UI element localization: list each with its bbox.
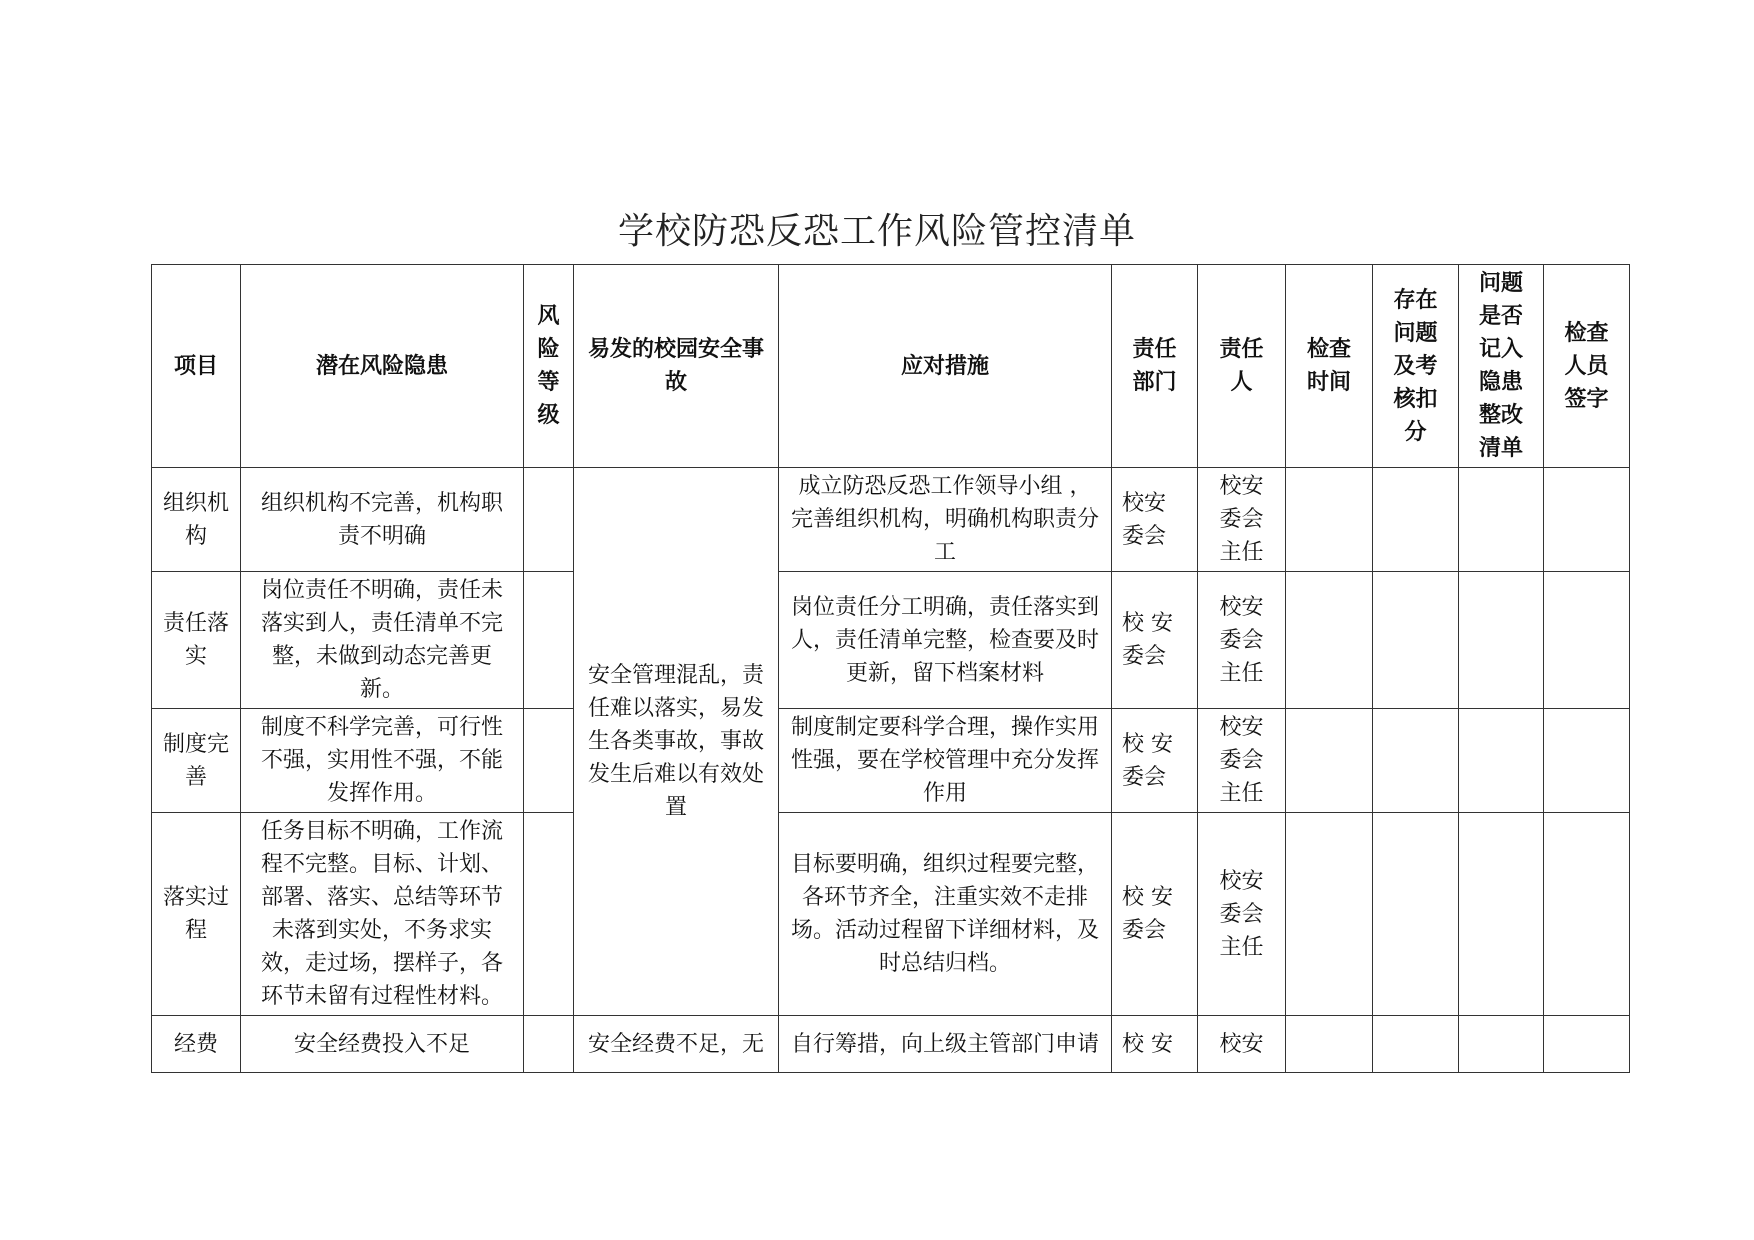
record-cell [1459, 1016, 1544, 1073]
header-person: 责任人 [1198, 265, 1286, 468]
measure-cell: 成立防恐反恐工作领导小组 ，完善组织机构，明确机构职责分工 [779, 468, 1112, 572]
risk-cell: 安全经费投入不足 [241, 1016, 524, 1073]
header-time: 检查时间 [1286, 265, 1373, 468]
deduct-cell [1373, 709, 1459, 813]
record-cell [1459, 709, 1544, 813]
measure-cell: 目标要明确，组织过程要完整，各环节齐全，注重实效不走排场。活动过程留下详细材料，及时总结归档。 [779, 813, 1112, 1016]
level-cell [524, 468, 574, 572]
table-row [152, 572, 1630, 709]
person-cell: 校安委会主任 [1198, 709, 1286, 813]
level-cell [524, 813, 574, 1016]
header-dept: 责任部门 [1112, 265, 1198, 468]
header-risk: 潜在风险隐患 [241, 265, 524, 468]
header-row [152, 265, 1630, 468]
table-row [152, 468, 1630, 572]
item-cell: 经费 [152, 1016, 241, 1073]
item-cell: 组织机构 [152, 468, 241, 572]
risk-cell: 组织机构不完善，机构职责不明确 [241, 468, 524, 572]
item-cell: 制度完善 [152, 709, 241, 813]
record-cell [1459, 813, 1544, 1016]
dept-cell: 校 安 [1112, 1016, 1198, 1073]
check-time-cell [1286, 709, 1373, 813]
person-cell: 校安委会主任 [1198, 468, 1286, 572]
deduct-cell [1373, 813, 1459, 1016]
record-cell [1459, 468, 1544, 572]
risk-cell: 制度不科学完善，可行性不强，实用性不强，不能发挥作用。 [241, 709, 524, 813]
table-row [152, 813, 1630, 1016]
risk-cell: 岗位责任不明确，责任未落实到人，责任清单不完整，未做到动态完善更新。 [241, 572, 524, 709]
signature-cell [1544, 572, 1630, 709]
risk-control-table [151, 264, 1630, 1073]
header-level: 风险等级 [524, 265, 574, 468]
level-cell [524, 709, 574, 813]
deduct-cell [1373, 1016, 1459, 1073]
header-deduct: 存在问题及考核扣分 [1373, 265, 1459, 468]
person-cell: 校安委会主任 [1198, 572, 1286, 709]
header-item: 项目 [152, 265, 241, 468]
person-cell: 校安 [1198, 1016, 1286, 1073]
document-title: 学校防恐反恐工作风险管控清单 [617, 211, 1136, 252]
header-record: 问题是否记入隐患整改清单 [1459, 265, 1544, 468]
check-time-cell [1286, 572, 1373, 709]
measure-cell: 岗位责任分工明确，责任落实到人，责任清单完整，检查要及时更新，留下档案材料 [779, 572, 1112, 709]
level-cell [524, 572, 574, 709]
deduct-cell [1373, 468, 1459, 572]
table-row [152, 709, 1630, 813]
table-row [152, 1016, 1630, 1073]
item-cell: 责任落实 [152, 572, 241, 709]
header-measure: 应对措施 [779, 265, 1112, 468]
measure-cell: 自行筹措，向上级主管部门申请 [779, 1016, 1112, 1073]
dept-cell: 校 安委会 [1112, 709, 1198, 813]
measure-cell: 制度制定要科学合理，操作实用性强，要在学校管理中充分发挥作用 [779, 709, 1112, 813]
check-time-cell [1286, 468, 1373, 572]
accident-cell: 安全管理混乱，责任难以落实，易发生各类事故，事故发生后难以有效处置 [574, 468, 779, 1016]
dept-cell: 校安委会 [1112, 468, 1198, 572]
deduct-cell [1373, 572, 1459, 709]
check-time-cell [1286, 1016, 1373, 1073]
signature-cell [1544, 709, 1630, 813]
signature-cell [1544, 1016, 1630, 1073]
person-cell: 校安委会主任 [1198, 813, 1286, 1016]
record-cell [1459, 572, 1544, 709]
signature-cell [1544, 468, 1630, 572]
item-cell: 落实过程 [152, 813, 241, 1016]
check-time-cell [1286, 813, 1373, 1016]
dept-cell: 校 安委会 [1112, 813, 1198, 1016]
signature-cell [1544, 813, 1630, 1016]
dept-cell: 校 安委会 [1112, 572, 1198, 709]
header-sign: 检查人员签字 [1544, 265, 1630, 468]
level-cell [524, 1016, 574, 1073]
header-accident: 易发的校园安全事故 [574, 265, 779, 468]
risk-cell: 任务目标不明确，工作流程不完整。目标、计划、部署、落实、总结等环节未落到实处，不务求实效，走过场，摆样子，各环节未留有过程性材料。 [241, 813, 524, 1016]
accident-cell: 安全经费不足，无 [574, 1016, 779, 1073]
